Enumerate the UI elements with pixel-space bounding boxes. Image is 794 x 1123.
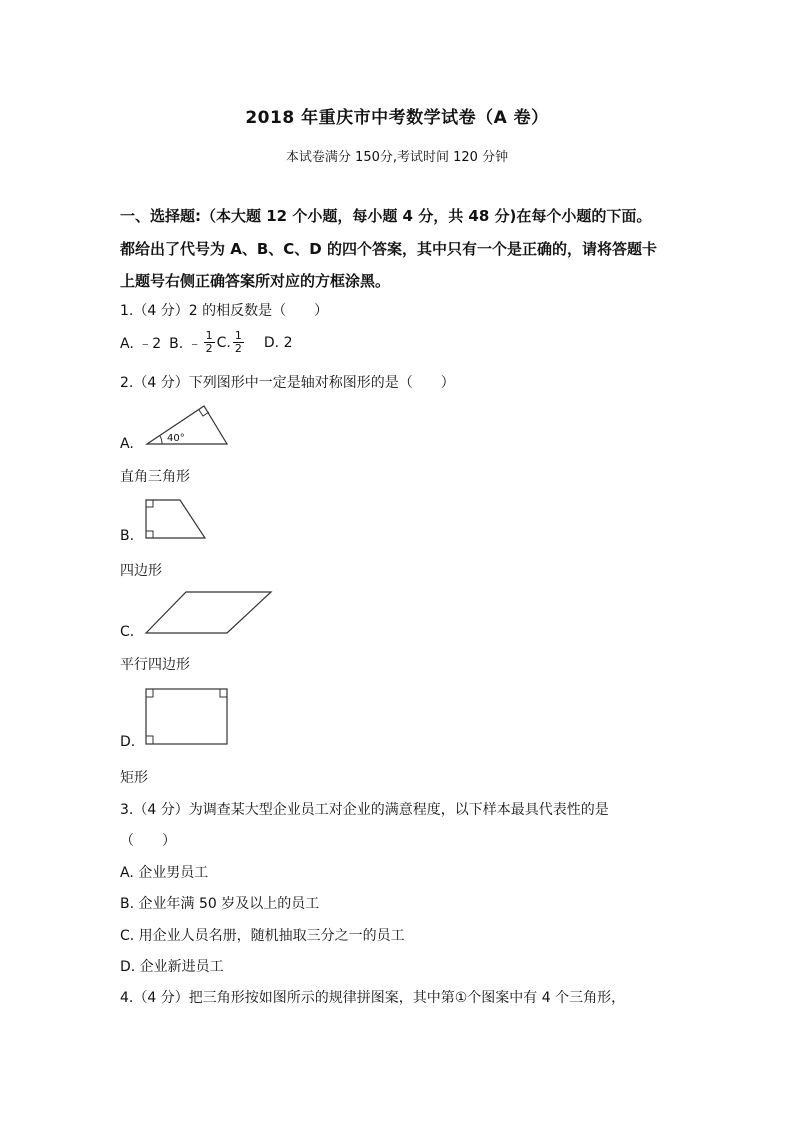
exam-title: 2018 年重庆市中考数学试卷（A 卷）: [245, 108, 549, 128]
question-2-stem: 2.（4 分）下列图形中一定是轴对称图形的是（ ）: [120, 375, 455, 391]
parallelogram-figure: [146, 592, 271, 633]
section-heading-line3: 上题号右侧正确答案所对应的方框涂黑。: [120, 272, 391, 290]
fraction-numerator: 1: [234, 329, 242, 342]
q1-option-d: D. 2: [263, 334, 293, 351]
exam-subtitle: 本试卷满分 150分,考试时间 120 分钟: [285, 150, 509, 165]
q2-option-d-label: D.: [120, 734, 136, 750]
q3-option-c: C. 用企业人员名册，随机抽取三分之一的员工: [120, 928, 405, 944]
rectangle-figure: [146, 689, 227, 744]
trapezoid-figure: [146, 500, 205, 538]
section-heading-line2: 都给出了代号为 A、B、C、D 的四个答案，其中只有一个是正确的，请将答题卡: [120, 240, 657, 258]
fraction-denominator: 2: [234, 342, 242, 355]
question-4-stem: 4.（4 分）把三角形按如图所示的规律拼图案，其中第①个图案中有 4 个三角形，: [120, 990, 626, 1006]
q2-option-c-label: C.: [120, 624, 135, 640]
angle-label: 40°: [167, 433, 185, 444]
q3-option-b: B. 企业年满 50 岁及以上的员工: [120, 896, 320, 912]
q3-option-a: A. 企业男员工: [120, 865, 209, 881]
question-3-stem-cont: （ ）: [120, 833, 176, 849]
q2-option-b-label: B.: [120, 528, 135, 544]
q3-option-d: D. 企业新进员工: [120, 959, 224, 975]
section-heading-line1: 一、选择题:（本大题 12 个小题，每小题 4 分，共 48 分)在每个小题的下面。: [120, 207, 652, 225]
question-3-stem: 3.（4 分）为调查某大型企业员工对企业的满意程度，以下样本最具代表性的是: [120, 802, 609, 818]
q1-option-c-fraction: [233, 330, 244, 355]
q2-option-a-label: A.: [120, 436, 134, 452]
fraction-denominator: 2: [205, 342, 213, 355]
right-triangle-figure: [147, 406, 227, 444]
q2-option-c-caption: 平行四边形: [120, 657, 190, 673]
q1-option-c: C.: [216, 334, 231, 351]
q1-option-b: B. ﹣: [169, 335, 202, 352]
q1-option-b-fraction: [204, 330, 215, 355]
question-1-stem: 1.（4 分）2 的相反数是（ ）: [120, 303, 329, 319]
q1-option-a: A. ﹣2: [120, 335, 162, 352]
question-1-options: [120, 330, 292, 355]
q2-option-b-caption: 四边形: [120, 563, 162, 579]
fraction-numerator: 1: [205, 329, 213, 342]
q2-option-a-caption: 直角三角形: [120, 469, 190, 485]
q2-option-d-caption: 矩形: [120, 770, 148, 786]
